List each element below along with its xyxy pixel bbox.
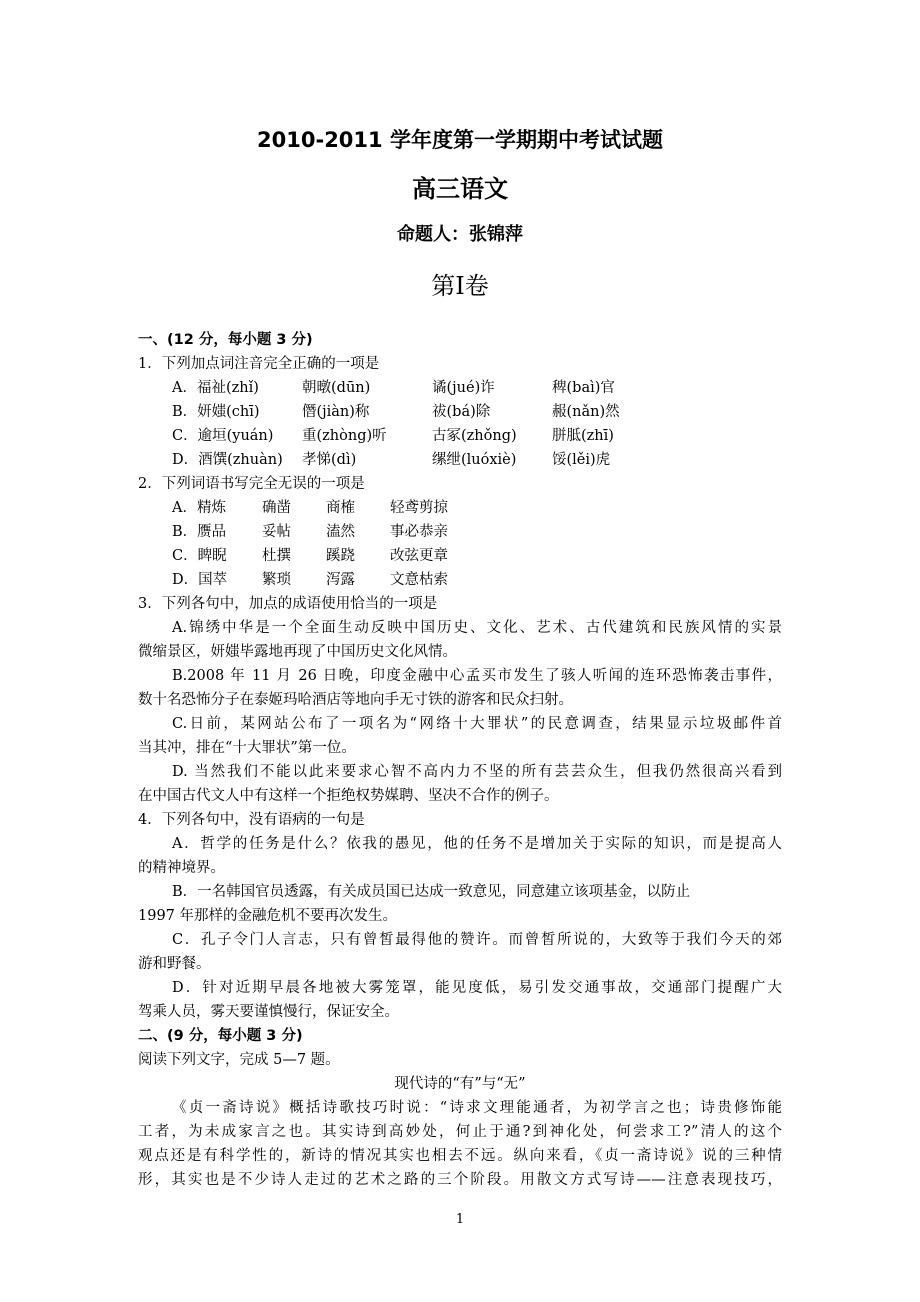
option-item: 古冢(zhǒng) [432,428,517,444]
option-item: 确凿 [262,500,291,516]
option-row [138,400,782,424]
option-item: 溘然 [326,524,355,540]
option-row [138,376,782,400]
text-line: 在中国古代文人中有这样一个拒绝权势媒聘、坚决不合作的例子。 [138,788,559,804]
section-heading: 二、(9 分，每小题 3 分) [138,1028,303,1044]
option-item: 蹊跷 [326,548,355,564]
text-line: C.日前，某网站公布了一项名为“网络十大罪状”的民意调查，结果显示垃圾邮件首 [172,716,782,732]
option-item: 缧绁(luóxiè) [432,452,517,468]
subject-title: 高三语文 [412,175,508,203]
text-line: D. 当然我们不能以此来要求心智不高内力不坚的所有芸芸众生，但我仍然很高兴看到 [172,764,782,780]
option-item: 重(zhòng)听 [302,428,387,444]
option-item: C．逾垣(yuán) [172,428,274,444]
question-1: 1．下列加点词注音完全正确的一项是 [138,356,380,372]
text-line: A.锦绣中华是一个全面生动反映中国历史、文化、艺术、古代建筑和民族风情的实景 [172,620,782,636]
reading-intro: 阅读下列文字，完成 5—7 题。 [138,1052,340,1068]
option-row [138,496,782,520]
option-row [138,448,782,472]
option-item: 事必恭亲 [390,524,448,540]
text-line: 游和野餐。 [138,956,211,972]
article-title: 现代诗的“有”与“无” [394,1076,526,1092]
section-heading: 一、(12 分，每小题 3 分) [138,332,313,348]
volume-heading: 第Ⅰ卷 [431,272,489,300]
option-item: 轻鸢剪掠 [390,500,448,516]
option-item: B．赝品 [172,524,227,540]
text-line: 当其冲，排在“十大罪状”第一位。 [138,740,356,756]
option-row [138,568,782,592]
option-item: D．酒馔(zhuàn) [172,452,283,468]
text-line: D．针对近期早晨各地被大雾笼罩，能见度低，易引发交通事故，交通部门提醒广大 [172,980,782,996]
text-line: 《贞一斋诗说》概括诗歌技巧时说：“诗求文理能通者，为初学言之也；诗贵修饰能 [172,1100,782,1116]
option-row [138,544,782,568]
text-line: 形，其实也是不少诗人走过的艺术之路的三个阶段。用散文方式写诗——注意表现技巧， [138,1172,782,1188]
option-item: A．精炼 [172,500,226,516]
question-3: 3．下列各句中，加点的成语使用恰当的一项是 [138,596,438,612]
option-item: 胼胝(zhī) [552,428,614,444]
option-item: 繁琐 [262,572,291,588]
text-line: 数十名恐怖分子在泰姬玛哈酒店等地向手无寸铁的游客和民众扫射。 [138,692,573,708]
option-item: 改弦更章 [390,548,448,564]
exam-title: 2010-2011 学年度第一学期期中考试试题 [257,128,663,152]
exam-body [138,328,782,1192]
option-item: 赧(nǎn)然 [552,404,620,420]
text-line: 的精神境界。 [138,860,225,876]
option-item: 僭(jiàn)称 [302,404,370,420]
page-number: 1 [455,1212,465,1227]
option-item: 妥帖 [262,524,291,540]
text-line: C．孔子令门人言志，只有曾皙最得他的赞许。而曾皙所说的，大致等于我们今天的郊 [172,932,782,948]
option-item: 祓(bá)除 [432,404,491,420]
option-item: 杜撰 [262,548,291,564]
option-item: 商榷 [326,500,355,516]
option-item: 朝暾(dūn) [302,380,371,396]
option-item: 孝悌(dì) [302,452,357,468]
option-item: B．妍媸(chī) [172,404,260,420]
question-2: 2．下列词语书写完全无误的一项是 [138,476,365,492]
question-4: 4．下列各句中，没有语病的一句是 [138,812,365,828]
option-item: A．福祉(zhǐ) [172,380,259,396]
option-row [138,520,782,544]
author-line: 命题人：张锦萍 [397,224,523,245]
text-line: 观点还是有科学性的，新诗的情况其实也相去不远。纵向来看，《贞一斋诗说》说的三种情 [138,1148,782,1164]
text-line: A．哲学的任务是什么？依我的愚见，他的任务不是增加关于实际的知识，而是提高人 [172,836,782,852]
option-row [138,424,782,448]
text-line: 微缩景区，妍媸毕露地再现了中国历史文化风情。 [138,644,457,660]
option-item: 泻露 [326,572,355,588]
option-item: 稗(baì)官 [552,380,615,396]
option-item: D．国萃 [172,572,228,588]
text-line: 1997 年那样的金融危机不要再次发生。 [138,908,398,924]
option-item: 谲(jué)诈 [432,380,495,396]
option-item: 文意枯索 [390,572,448,588]
text-line: 工者，为未成家言之也。其实诗到高妙处，何止于通?到神化处，何尝求工?”清人的这个 [138,1124,782,1140]
option-item: 馁(lěi)虎 [552,452,611,468]
text-line: B.2008 年 11 月 26 日晚，印度金融中心孟买市发生了骇人听闻的连环恐怖袭击事件， [172,668,782,684]
text-line: 驾乘人员，雾天要谨慎慢行，保证安全。 [138,1004,399,1020]
option-item: C．睥睨 [172,548,227,564]
text-line: B．一名韩国官员透露，有关成员国已达成一致意见，同意建立该项基金，以防止 [172,884,691,900]
